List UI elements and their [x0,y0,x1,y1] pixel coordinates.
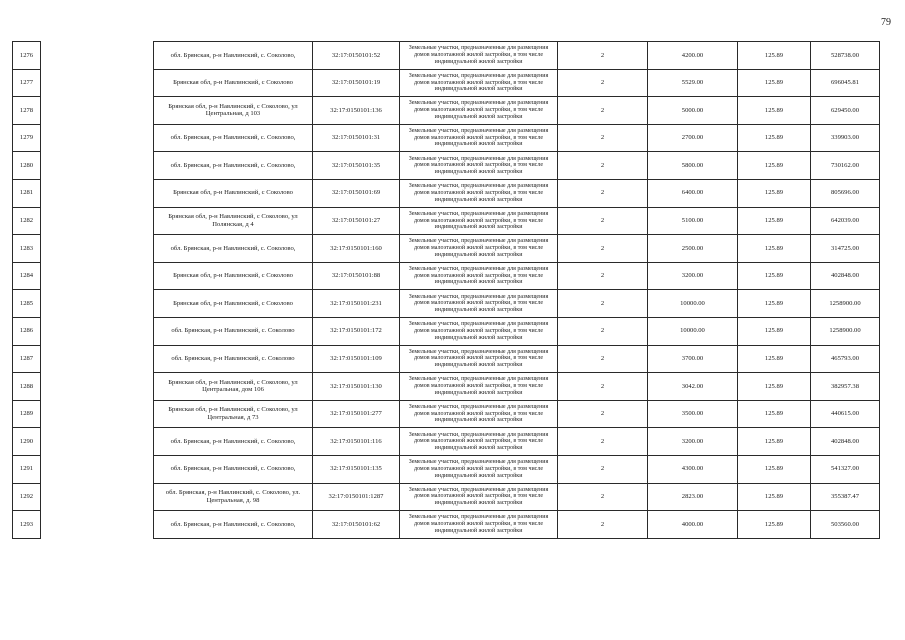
group-cell: 2 [558,511,648,539]
area-cell: 4200.00 [648,42,738,70]
cadastral-number-cell: 32:17:0150101:231 [313,290,400,318]
page-number: 79 [881,17,891,28]
area-cell: 3700.00 [648,345,738,373]
spacer-cell [41,207,154,235]
cadastral-number-cell: 32:17:0150101:135 [313,455,400,483]
area-cell: 3200.00 [648,428,738,456]
cadastral-number-cell: 32:17:0150101:116 [313,428,400,456]
group-cell: 2 [558,455,648,483]
land-use-cell: Земельные участки, предназначенные для размещения домов малоэтажной жилой застройки, в том числе индивидуальной жилой застройки [400,400,558,428]
spacer-cell [41,511,154,539]
row-number-cell: 1276 [13,42,41,70]
land-use-cell: Земельные участки, предназначенные для размещения домов малоэтажной жилой застройки, в том числе индивидуальной жилой застройки [400,373,558,401]
cadastral-value-cell: 629450.00 [811,97,880,125]
land-use-cell: Земельные участки, предназначенные для размещения домов малоэтажной жилой застройки, в том числе индивидуальной жилой застройки [400,69,558,97]
cadastral-value-cell: 382957.38 [811,373,880,401]
rate-cell: 125.89 [738,42,811,70]
address-cell: Брянская обл, р-н Навлинский, с Соколово, ул Центральная, д 73 [154,400,313,428]
cadastral-number-cell: 32:17:0150101:172 [313,317,400,345]
group-cell: 2 [558,400,648,428]
spacer-cell [41,42,154,70]
address-cell: Брянская обл, р-н Навлинский, с Соколово [154,69,313,97]
rate-cell: 125.89 [738,124,811,152]
address-cell: обл. Брянская, р-н Навлинский, с. Соколово, ул. Центральная, д. 98 [154,483,313,511]
group-cell: 2 [558,207,648,235]
table-row [13,428,880,456]
land-use-cell: Земельные участки, предназначенные для размещения домов малоэтажной жилой застройки, в том числе индивидуальной жилой застройки [400,428,558,456]
group-cell: 2 [558,179,648,207]
group-cell: 2 [558,317,648,345]
spacer-cell [41,317,154,345]
cadastral-value-cell: 805696.00 [811,179,880,207]
group-cell: 2 [558,262,648,290]
group-cell: 2 [558,290,648,318]
table-row [13,317,880,345]
area-cell: 10000.00 [648,290,738,318]
rate-cell: 125.89 [738,207,811,235]
cadastral-number-cell: 32:17:0150101:88 [313,262,400,290]
cadastral-value-cell: 402848.00 [811,262,880,290]
address-cell: Брянская обл, р-н Навлинский, с Соколово, ул Центральная, д 103 [154,97,313,125]
rate-cell: 125.89 [738,290,811,318]
area-cell: 5100.00 [648,207,738,235]
area-cell: 3042.00 [648,373,738,401]
address-cell: обл. Брянская, р-н Навлинский, с. Соколово, [154,152,313,180]
spacer-cell [41,152,154,180]
cadastral-value-cell: 503560.00 [811,511,880,539]
rate-cell: 125.89 [738,317,811,345]
cadastral-value-cell: 355387.47 [811,483,880,511]
row-number-cell: 1278 [13,97,41,125]
land-registry-table [12,41,880,539]
area-cell: 5000.00 [648,97,738,125]
address-cell: Брянская обл, р-н Навлинский, с Соколово [154,179,313,207]
land-use-cell: Земельные участки, предназначенные для размещения домов малоэтажной жилой застройки, в том числе индивидуальной жилой застройки [400,124,558,152]
group-cell: 2 [558,152,648,180]
address-cell: обл. Брянская, р-н Навлинский, с. Соколово, [154,455,313,483]
group-cell: 2 [558,97,648,125]
area-cell: 5800.00 [648,152,738,180]
row-number-cell: 1281 [13,179,41,207]
rate-cell: 125.89 [738,455,811,483]
spacer-cell [41,262,154,290]
row-number-cell: 1289 [13,400,41,428]
cadastral-value-cell: 730162.00 [811,152,880,180]
address-cell: обл. Брянская, р-н Навлинский, с. Соколово [154,345,313,373]
group-cell: 2 [558,124,648,152]
rate-cell: 125.89 [738,428,811,456]
spacer-cell [41,345,154,373]
address-cell: Брянская обл, р-н Навлинский, с Соколово, ул Полянская, д 4 [154,207,313,235]
land-use-cell: Земельные участки, предназначенные для размещения домов малоэтажной жилой застройки, в том числе индивидуальной жилой застройки [400,179,558,207]
spacer-cell [41,69,154,97]
rate-cell: 125.89 [738,97,811,125]
address-cell: Брянская обл, р-н Навлинский, с Соколово, ул Центральная, дом 106 [154,373,313,401]
rate-cell: 125.89 [738,345,811,373]
cadastral-number-cell: 32:17:0150101:136 [313,97,400,125]
rate-cell: 125.89 [738,69,811,97]
land-use-cell: Земельные участки, предназначенные для размещения домов малоэтажной жилой застройки, в том числе индивидуальной жилой застройки [400,152,558,180]
cadastral-value-cell: 696045.81 [811,69,880,97]
rate-cell: 125.89 [738,483,811,511]
area-cell: 3500.00 [648,400,738,428]
table-row [13,97,880,125]
land-use-cell: Земельные участки, предназначенные для размещения домов малоэтажной жилой застройки, в том числе индивидуальной жилой застройки [400,235,558,263]
area-cell: 2823.00 [648,483,738,511]
cadastral-value-cell: 1258900.00 [811,317,880,345]
table-row [13,345,880,373]
group-cell: 2 [558,42,648,70]
land-use-cell: Земельные участки, предназначенные для размещения домов малоэтажной жилой застройки, в том числе индивидуальной жилой застройки [400,290,558,318]
spacer-cell [41,179,154,207]
area-cell: 4000.00 [648,511,738,539]
cadastral-number-cell: 32:17:0150101:1287 [313,483,400,511]
cadastral-number-cell: 32:17:0150101:160 [313,235,400,263]
cadastral-value-cell: 541327.00 [811,455,880,483]
address-cell: Брянская обл, р-н Навлинский, с Соколово [154,290,313,318]
rate-cell: 125.89 [738,179,811,207]
group-cell: 2 [558,428,648,456]
land-use-cell: Земельные участки, предназначенные для размещения домов малоэтажной жилой застройки, в том числе индивидуальной жилой застройки [400,511,558,539]
spacer-cell [41,124,154,152]
area-cell: 6400.00 [648,179,738,207]
table-row [13,511,880,539]
address-cell: обл. Брянская, р-н Навлинский, с. Соколово, [154,42,313,70]
rate-cell: 125.89 [738,262,811,290]
row-number-cell: 1286 [13,317,41,345]
group-cell: 2 [558,69,648,97]
cadastral-value-cell: 440615.00 [811,400,880,428]
table-row [13,455,880,483]
spacer-cell [41,483,154,511]
area-cell: 2700.00 [648,124,738,152]
cadastral-number-cell: 32:17:0150101:277 [313,400,400,428]
land-use-cell: Земельные участки, предназначенные для размещения домов малоэтажной жилой застройки, в том числе индивидуальной жилой застройки [400,345,558,373]
area-cell: 4300.00 [648,455,738,483]
row-number-cell: 1290 [13,428,41,456]
cadastral-number-cell: 32:17:0150101:62 [313,511,400,539]
land-use-cell: Земельные участки, предназначенные для размещения домов малоэтажной жилой застройки, в том числе индивидуальной жилой застройки [400,317,558,345]
row-number-cell: 1277 [13,69,41,97]
rate-cell: 125.89 [738,400,811,428]
row-number-cell: 1291 [13,455,41,483]
table-row [13,179,880,207]
address-cell: обл. Брянская, р-н Навлинский, с. Соколово, [154,428,313,456]
cadastral-value-cell: 339903.00 [811,124,880,152]
land-use-cell: Земельные участки, предназначенные для размещения домов малоэтажной жилой застройки, в том числе индивидуальной жилой застройки [400,483,558,511]
address-cell: Брянская обл, р-н Навлинский, с Соколово [154,262,313,290]
row-number-cell: 1280 [13,152,41,180]
row-number-cell: 1284 [13,262,41,290]
table-row [13,235,880,263]
area-cell: 2500.00 [648,235,738,263]
cadastral-number-cell: 32:17:0150101:52 [313,42,400,70]
cadastral-value-cell: 314725.00 [811,235,880,263]
row-number-cell: 1292 [13,483,41,511]
row-number-cell: 1282 [13,207,41,235]
spacer-cell [41,428,154,456]
spacer-cell [41,455,154,483]
cadastral-number-cell: 32:17:0150101:109 [313,345,400,373]
table-row [13,124,880,152]
area-cell: 10000.00 [648,317,738,345]
rate-cell: 125.89 [738,373,811,401]
table-row [13,69,880,97]
cadastral-value-cell: 465793.00 [811,345,880,373]
table-row [13,373,880,401]
table-row [13,262,880,290]
spacer-cell [41,235,154,263]
cadastral-value-cell: 1258900.00 [811,290,880,318]
land-use-cell: Земельные участки, предназначенные для размещения домов малоэтажной жилой застройки, в том числе индивидуальной жилой застройки [400,455,558,483]
group-cell: 2 [558,235,648,263]
area-cell: 5529.00 [648,69,738,97]
group-cell: 2 [558,483,648,511]
table-body [13,42,880,539]
row-number-cell: 1279 [13,124,41,152]
row-number-cell: 1288 [13,373,41,401]
address-cell: обл. Брянская, р-н Навлинский, с. Соколово, [154,124,313,152]
cadastral-value-cell: 528738.00 [811,42,880,70]
table-row [13,400,880,428]
cadastral-number-cell: 32:17:0150101:35 [313,152,400,180]
spacer-cell [41,373,154,401]
group-cell: 2 [558,345,648,373]
address-cell: обл. Брянская, р-н Навлинский, с. Соколово, [154,511,313,539]
spacer-cell [41,97,154,125]
table-row [13,483,880,511]
table-row [13,290,880,318]
cadastral-number-cell: 32:17:0150101:69 [313,179,400,207]
land-use-cell: Земельные участки, предназначенные для размещения домов малоэтажной жилой застройки, в том числе индивидуальной жилой застройки [400,207,558,235]
row-number-cell: 1285 [13,290,41,318]
cadastral-number-cell: 32:17:0150101:31 [313,124,400,152]
rate-cell: 125.89 [738,152,811,180]
cadastral-number-cell: 32:17:0150101:130 [313,373,400,401]
rate-cell: 125.89 [738,235,811,263]
address-cell: обл. Брянская, р-н Навлинский, с. Соколово [154,317,313,345]
row-number-cell: 1293 [13,511,41,539]
spacer-cell [41,400,154,428]
area-cell: 3200.00 [648,262,738,290]
cadastral-number-cell: 32:17:0150101:27 [313,207,400,235]
cadastral-value-cell: 402848.00 [811,428,880,456]
land-use-cell: Земельные участки, предназначенные для размещения домов малоэтажной жилой застройки, в том числе индивидуальной жилой застройки [400,97,558,125]
address-cell: обл. Брянская, р-н Навлинский, с. Соколово, [154,235,313,263]
table-row [13,207,880,235]
table-row [13,152,880,180]
group-cell: 2 [558,373,648,401]
table-row [13,42,880,70]
row-number-cell: 1287 [13,345,41,373]
rate-cell: 125.89 [738,511,811,539]
cadastral-number-cell: 32:17:0150101:19 [313,69,400,97]
cadastral-value-cell: 642039.00 [811,207,880,235]
spacer-cell [41,290,154,318]
land-use-cell: Земельные участки, предназначенные для размещения домов малоэтажной жилой застройки, в том числе индивидуальной жилой застройки [400,262,558,290]
land-use-cell: Земельные участки, предназначенные для размещения домов малоэтажной жилой застройки, в том числе индивидуальной жилой застройки [400,42,558,70]
row-number-cell: 1283 [13,235,41,263]
